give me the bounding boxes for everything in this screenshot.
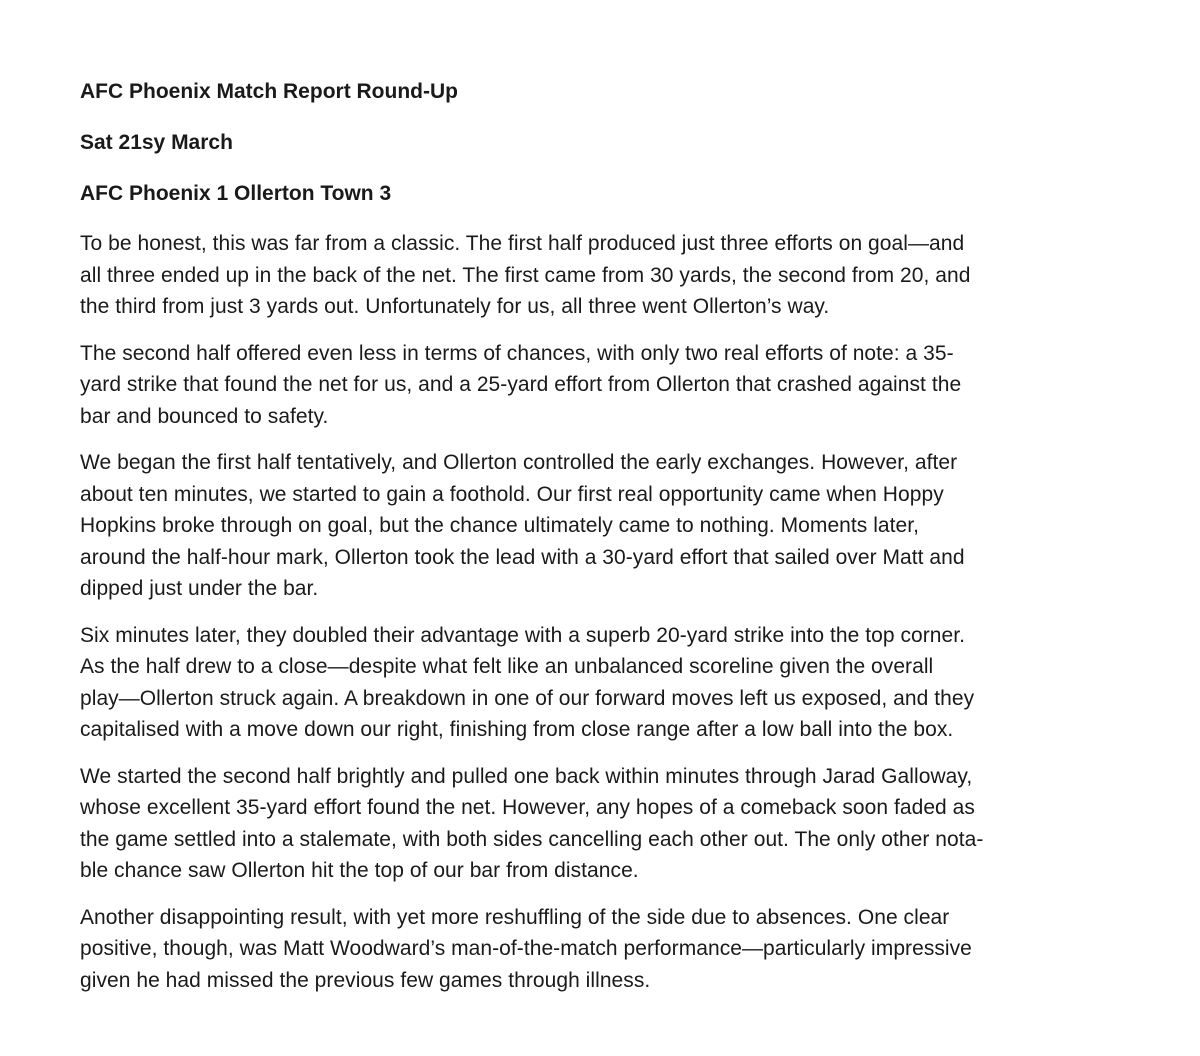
paragraph-line: As the half drew to a close—despite what felt like an unbalanced scoreline given the overall xyxy=(80,655,934,678)
paragraph-line: To be honest, this was far from a classic. The first half produced just three efforts on goal—and xyxy=(80,232,965,255)
paragraph-line: play—Ollerton struck again. A breakdown in one of our forward moves left us exposed, and they xyxy=(80,686,975,710)
paragraph-line: positive, though, was Matt Woodward’s man-of-the-match performance—particularly impressive xyxy=(80,937,972,960)
paragraph-line: the game settled into a stalemate, with both sides cancelling each other out. The only other nota- xyxy=(80,827,984,851)
paragraph-line: the third from just 3 yards out. Unfortunately for us, all three went Ollerton’s way. xyxy=(80,295,830,318)
paragraph-second-half-detail xyxy=(80,761,1130,887)
paragraph-second-half-summary xyxy=(80,338,1130,433)
paragraph-line: given he had missed the previous few games through illness. xyxy=(80,968,651,992)
paragraph-line: all three ended up in the back of the net. The first came from 30 yards, the second from 20, and xyxy=(80,263,971,287)
paragraph-line: capitalised with a move down our right, finishing from close range after a low ball into the box. xyxy=(80,718,954,741)
paragraph-summary xyxy=(80,228,1130,323)
paragraph-line: dipped just under the bar. xyxy=(80,577,319,600)
paragraph-line: Six minutes later, they doubled their advantage with a superb 20-yard strike into the top corner. xyxy=(80,623,966,647)
paragraph-line: about ten minutes, we started to gain a foothold. Our first real opportunity came when Hoppy xyxy=(80,482,944,506)
paragraph-line: ble chance saw Ollerton hit the top of our bar from distance. xyxy=(80,859,639,882)
match-date: Sat 21sy March xyxy=(80,131,233,154)
paragraph-line: We began the first half tentatively, and Ollerton controlled the early exchanges. However, after xyxy=(80,451,958,474)
paragraph-conclusion xyxy=(80,902,1130,997)
match-report-document xyxy=(80,78,1130,1011)
paragraph-goals-detail xyxy=(80,620,1130,746)
paragraph-line: Hopkins broke through on goal, but the chance ultimately came to nothing. Moments later, xyxy=(80,514,920,537)
paragraph-line: yard strike that found the net for us, and a 25-yard effort from Ollerton that crashed against the xyxy=(80,373,962,396)
paragraph-line: The second half offered even less in terms of chances, with only two real efforts of note: a 35- xyxy=(80,341,954,365)
paragraph-line: around the half-hour mark, Ollerton took the lead with a 30-yard effort that sailed over Matt and xyxy=(80,545,965,569)
report-title: AFC Phoenix Match Report Round-Up xyxy=(80,80,458,103)
paragraph-first-half-detail xyxy=(80,447,1130,605)
paragraph-line: bar and bounced to safety. xyxy=(80,404,329,428)
paragraph-line: Another disappointing result, with yet more reshuffling of the side due to absences. One clear xyxy=(80,905,950,929)
paragraph-line: We started the second half brightly and pulled one back within minutes through Jarad Galloway, xyxy=(80,764,973,788)
paragraph-line: whose excellent 35-yard effort found the net. However, any hopes of a comeback soon faded as xyxy=(80,796,975,819)
match-score: AFC Phoenix 1 Ollerton Town 3 xyxy=(80,182,392,205)
